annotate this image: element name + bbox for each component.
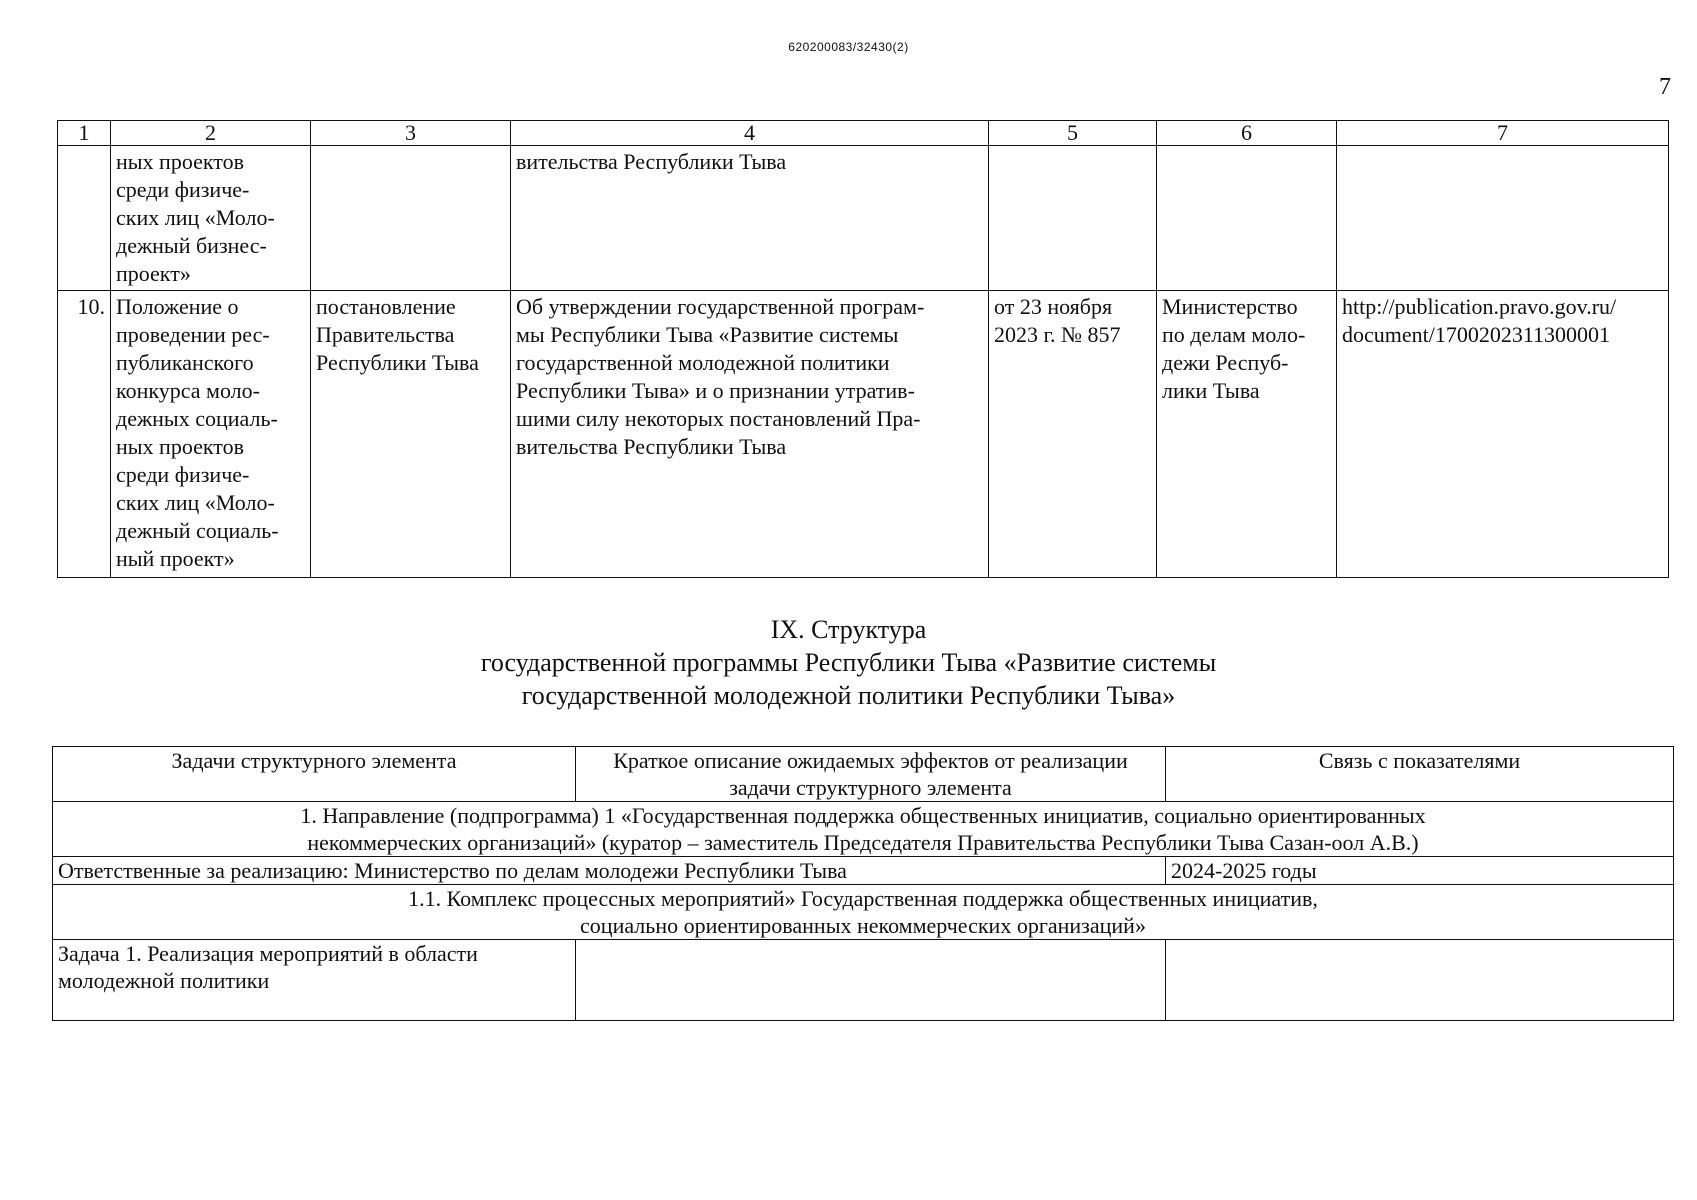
column-number: 5	[989, 121, 1157, 146]
responsible-cell: Ответственные за реализацию: Министерство по делам молодежи Республики Тыва	[53, 857, 1166, 885]
indicators-cell	[1166, 940, 1674, 1021]
text-line: дежных социаль-	[116, 406, 278, 431]
text-line: Об утверждении государственной програм-	[516, 294, 925, 319]
column-header: Связь с показателями	[1166, 747, 1674, 802]
text-line: ных проектов	[116, 149, 244, 174]
column-header	[576, 747, 1166, 802]
text-line: дежный бизнес-	[116, 233, 267, 258]
column-number-row	[58, 121, 1669, 146]
table-row-continuation	[58, 146, 1669, 291]
text-line: среди физиче-	[116, 177, 250, 202]
table-row	[58, 291, 1669, 578]
complex-cell	[53, 885, 1674, 940]
text-line: Положение о	[116, 294, 239, 319]
responsible-row	[53, 857, 1674, 885]
column-number: 7	[1337, 121, 1669, 146]
column-number: 6	[1157, 121, 1337, 146]
text-line: 1.1. Комплекс процессных мероприятий» Государственная поддержка общественных инициатив,	[408, 886, 1318, 911]
text-line: от 23 ноября	[994, 294, 1113, 319]
task-row	[53, 940, 1674, 1021]
text-line: среди физиче-	[116, 462, 250, 487]
text-line: ный проект»	[116, 546, 235, 571]
text-line: Республики Тыва	[316, 350, 479, 375]
period-cell: 2024-2025 годы	[1166, 857, 1674, 885]
text-line: публиканского	[116, 350, 254, 375]
act-date-cell	[989, 291, 1157, 578]
table-header-row	[53, 747, 1674, 802]
section-subtitle-line: государственной молодежной политики Республики Тыва»	[521, 681, 1176, 710]
complex-row	[53, 885, 1674, 940]
ministry-cell	[1157, 146, 1337, 291]
legal-acts-table	[57, 120, 1669, 578]
text-line: постановление	[316, 294, 456, 319]
document-id: 620200083/32430(2)	[788, 40, 909, 54]
text-line: http://publication.pravo.gov.ru/	[1342, 294, 1617, 319]
text-line: ных проектов	[116, 434, 244, 459]
text-line: Задача 1. Реализация мероприятий в области	[58, 941, 478, 966]
text-line: социально ориентированных некоммерческих организаций»	[580, 913, 1146, 938]
document-title-cell	[111, 146, 311, 291]
act-title-cell: вительства Республики Тыва	[511, 146, 989, 291]
text-line: дежи Респуб-	[1162, 350, 1289, 375]
row-number-cell	[58, 146, 111, 291]
program-structure-table	[52, 746, 1674, 1021]
act-type-cell	[311, 146, 511, 291]
column-number: 4	[511, 121, 989, 146]
text-line: вительства Республики Тыва	[516, 434, 787, 459]
text-line: лики Тыва	[1162, 378, 1260, 403]
section-title: IX. Структура	[770, 615, 927, 644]
act-type-cell	[311, 291, 511, 578]
text-line: конкурса моло-	[116, 378, 260, 403]
text-line: Правительства	[316, 322, 455, 347]
link-cell	[1337, 146, 1669, 291]
row-number: 10.	[58, 291, 111, 578]
act-title-cell	[511, 291, 989, 578]
section-subtitle-line: государственной программы Республики Тыва «Развитие системы	[480, 648, 1217, 677]
text-line: Министерство	[1162, 294, 1298, 319]
text-line: проект»	[116, 261, 191, 286]
link-cell	[1337, 291, 1669, 578]
text-line: проведении рес-	[116, 322, 270, 347]
section-heading	[0, 613, 1697, 712]
effects-cell	[576, 940, 1166, 1021]
text-line: шими силу некоторых постановлений Пра-	[516, 406, 921, 431]
text-line: дежный социаль-	[116, 518, 279, 543]
text-line: по делам моло-	[1162, 322, 1306, 347]
text-line: Краткое описание ожидаемых эффектов от реализации	[613, 748, 1128, 773]
direction-row	[53, 802, 1674, 857]
text-line: 1. Направление (подпрограмма) 1 «Государственная поддержка общественных инициатив, социально ориентированных	[300, 803, 1426, 828]
task-cell	[53, 940, 576, 1021]
text-line: государственной молодежной политики	[516, 350, 890, 375]
text-line: document/1700202311300001	[1342, 322, 1611, 347]
document-title-cell	[111, 291, 311, 578]
act-date-cell	[989, 146, 1157, 291]
column-number: 3	[311, 121, 511, 146]
column-number: 2	[111, 121, 311, 146]
text-line: Республики Тыва» и о признании утратив-	[516, 378, 915, 403]
column-header: Задачи структурного элемента	[53, 747, 576, 802]
text-line: 2023 г. № 857	[994, 322, 1121, 347]
page-number: 7	[1659, 74, 1671, 100]
direction-cell	[53, 802, 1674, 857]
ministry-cell	[1157, 291, 1337, 578]
column-number: 1	[58, 121, 111, 146]
text-line: ских лиц «Моло-	[116, 490, 275, 515]
text-line: молодежной политики	[58, 968, 270, 993]
text-line: некоммерческих организаций» (куратор – заместитель Председателя Правительства Республики Тыва Сазан-оол А.В.)	[307, 830, 1419, 855]
text-line: задачи структурного элемента	[729, 775, 1012, 800]
text-line: мы Республики Тыва «Развитие системы	[516, 322, 899, 347]
text-line: ских лиц «Моло-	[116, 205, 275, 230]
